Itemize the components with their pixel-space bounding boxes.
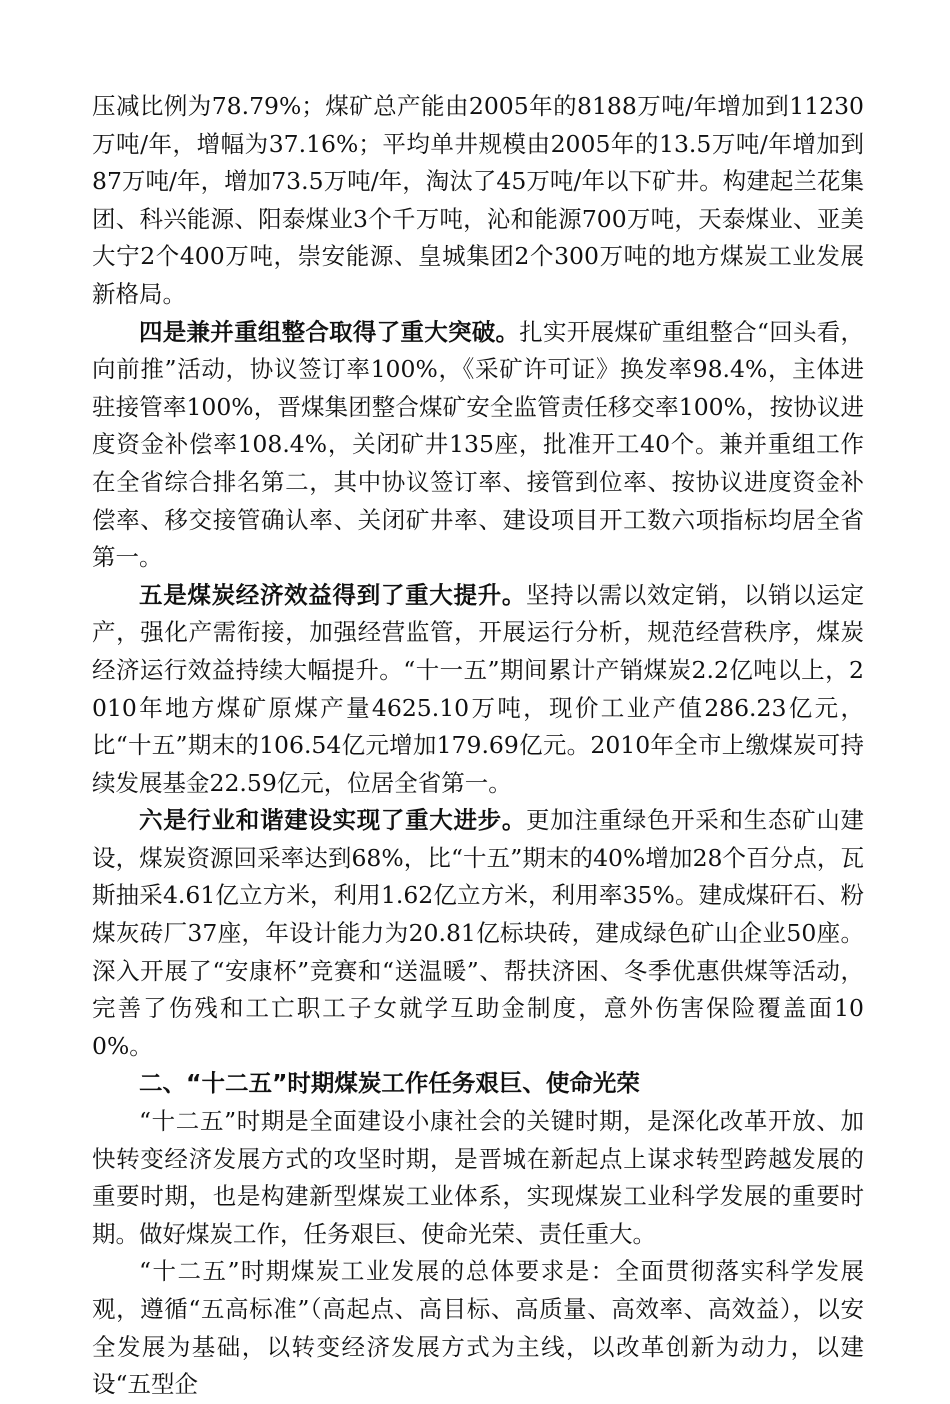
paragraph-text: 坚持以需以效定销，以销以运定产，强化产需衔接，加强经营监管，开展运行分析，规范经营秩序，煤炭经济运行效益持续大幅提升。“十一五”期间累计产销煤炭2.2亿吨以上，2010年地方煤矿原煤产量4625.10万吨，现价工业产值286.23亿元，比“十五”期末的106.54亿元增加179.69亿元。2010年全市上缴煤炭可持续发展基金22.59亿元，位居全省第一。 bbox=[92, 580, 865, 797]
paragraph-harmony-construction bbox=[92, 802, 864, 1065]
section-heading: 二、“十二五”时期煤炭工作任务艰巨、使命光荣 bbox=[139, 1069, 640, 1098]
paragraph-twelfth-five-year-period: “十二五”时期是全面建设小康社会的关键时期，是深化改革开放、加快转变经济发展方式的攻坚时期，是晋城在新起点上谋求转型跨越发展的重要时期，也是构建新型煤炭工业体系，实现煤炭工业科学发展的重要时期。做好煤炭工作，任务艰巨、使命光荣、责任重大。 bbox=[92, 1107, 864, 1248]
document-body bbox=[92, 88, 864, 1404]
paragraph-lead: 六是行业和谐建设实现了重大进步。 bbox=[139, 806, 527, 835]
paragraph-lead: 四是兼并重组整合取得了重大突破。 bbox=[139, 317, 520, 346]
paragraph-text: 扎实开展煤矿重组整合“回头看，向前推”活动，协议签订率100%，《采矿许可证》换发率98.4%，主体进驻接管率100%，晋煤集团整合煤矿安全监管责任移交率100%，按协议进度资金补偿率108.4%，关闭矿井135座，批准开工40个。兼并重组工作在全省综合排名第二，其中协议签订率、接管到位率、按协议进度资金补偿率、移交接管确认率、关闭矿井率、建设项目开工数六项指标均居全省第一。 bbox=[92, 317, 865, 572]
paragraph-lead: 五是煤炭经济效益得到了重大提升。 bbox=[139, 580, 527, 609]
paragraph-economic-benefit bbox=[92, 577, 864, 803]
paragraph-continuation bbox=[92, 88, 864, 314]
paragraph-text: 更加注重绿色开采和生态矿山建设，煤炭资源回采率达到68%，比“十五”期末的40%增加28个百分点，瓦斯抽采4.61亿立方米，利用1.62亿立方米，利用率35%。建成煤矸石、粉煤灰砖厂37座，年设计能力为20.81亿标块砖，建成绿色矿山企业50座。深入开展了“安康杯”竞赛和“送温暖”、帮扶济困、冬季优惠供煤等活动，完善了伤残和工亡职工子女就学互助金制度，意外伤害保险覆盖面100%。 bbox=[92, 806, 865, 1060]
paragraph-text: 压减比例为78.79%；煤矿总产能由2005年的8188万吨/年增加到11230万吨/年，增幅为37.16%；平均单井规模由2005年的13.5万吨/年增加到87万吨/年，增加73.5万吨/年，淘汰了45万吨/年以下矿井。构建起兰花集团、科兴能源、阳泰煤业3个千万吨，沁和能源700万吨，天泰煤业、亚美大宁2个400万吨，崇安能源、皇城集团2个300万吨的地方煤炭工业发展新格局。 bbox=[92, 92, 864, 308]
paragraph-general-requirements: “十二五”时期煤炭工业发展的总体要求是：全面贯彻落实科学发展观，遵循“五高标准”（高起点、高目标、高质量、高效率、高效益），以安全发展为基础，以转变经济发展方式为主线，以改革创新为动力，以建设“五型企 bbox=[92, 1257, 864, 1399]
paragraph-merger-reorganization bbox=[92, 314, 864, 577]
